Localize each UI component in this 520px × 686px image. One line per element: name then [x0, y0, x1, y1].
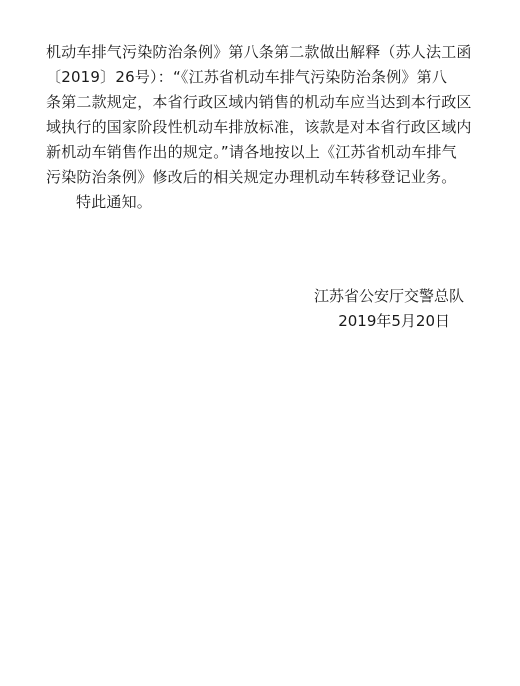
paragraph-line: 〔2019〕26号）：“《江苏省机动车排气污染防治条例》第八 [46, 68, 448, 86]
issue-date: 2019年5月20日 [338, 312, 450, 330]
paragraph-line: 条第二款规定，本省行政区域内销售的机动车应当达到本行政区 [46, 93, 472, 111]
paragraph-line: 污染防治条例》修改后的相关规定办理机动车转移登记业务。 [46, 168, 457, 186]
paragraph-line: 域执行的国家阶段性机动车排放标准，该款是对本省行政区域内 [46, 118, 472, 136]
paragraph-line: 机动车排气污染防治条例》第八条第二款做出解释（苏人法工函 [46, 43, 472, 61]
paragraph-line: 新机动车销售作出的规定。”请各地按以上《江苏省机动车排气 [46, 143, 457, 161]
issuer-name: 江苏省公安厅交警总队 [313, 287, 464, 305]
notice-body [46, 40, 478, 215]
signature-block [244, 284, 464, 334]
closing-line: 特此通知。 [76, 193, 153, 211]
